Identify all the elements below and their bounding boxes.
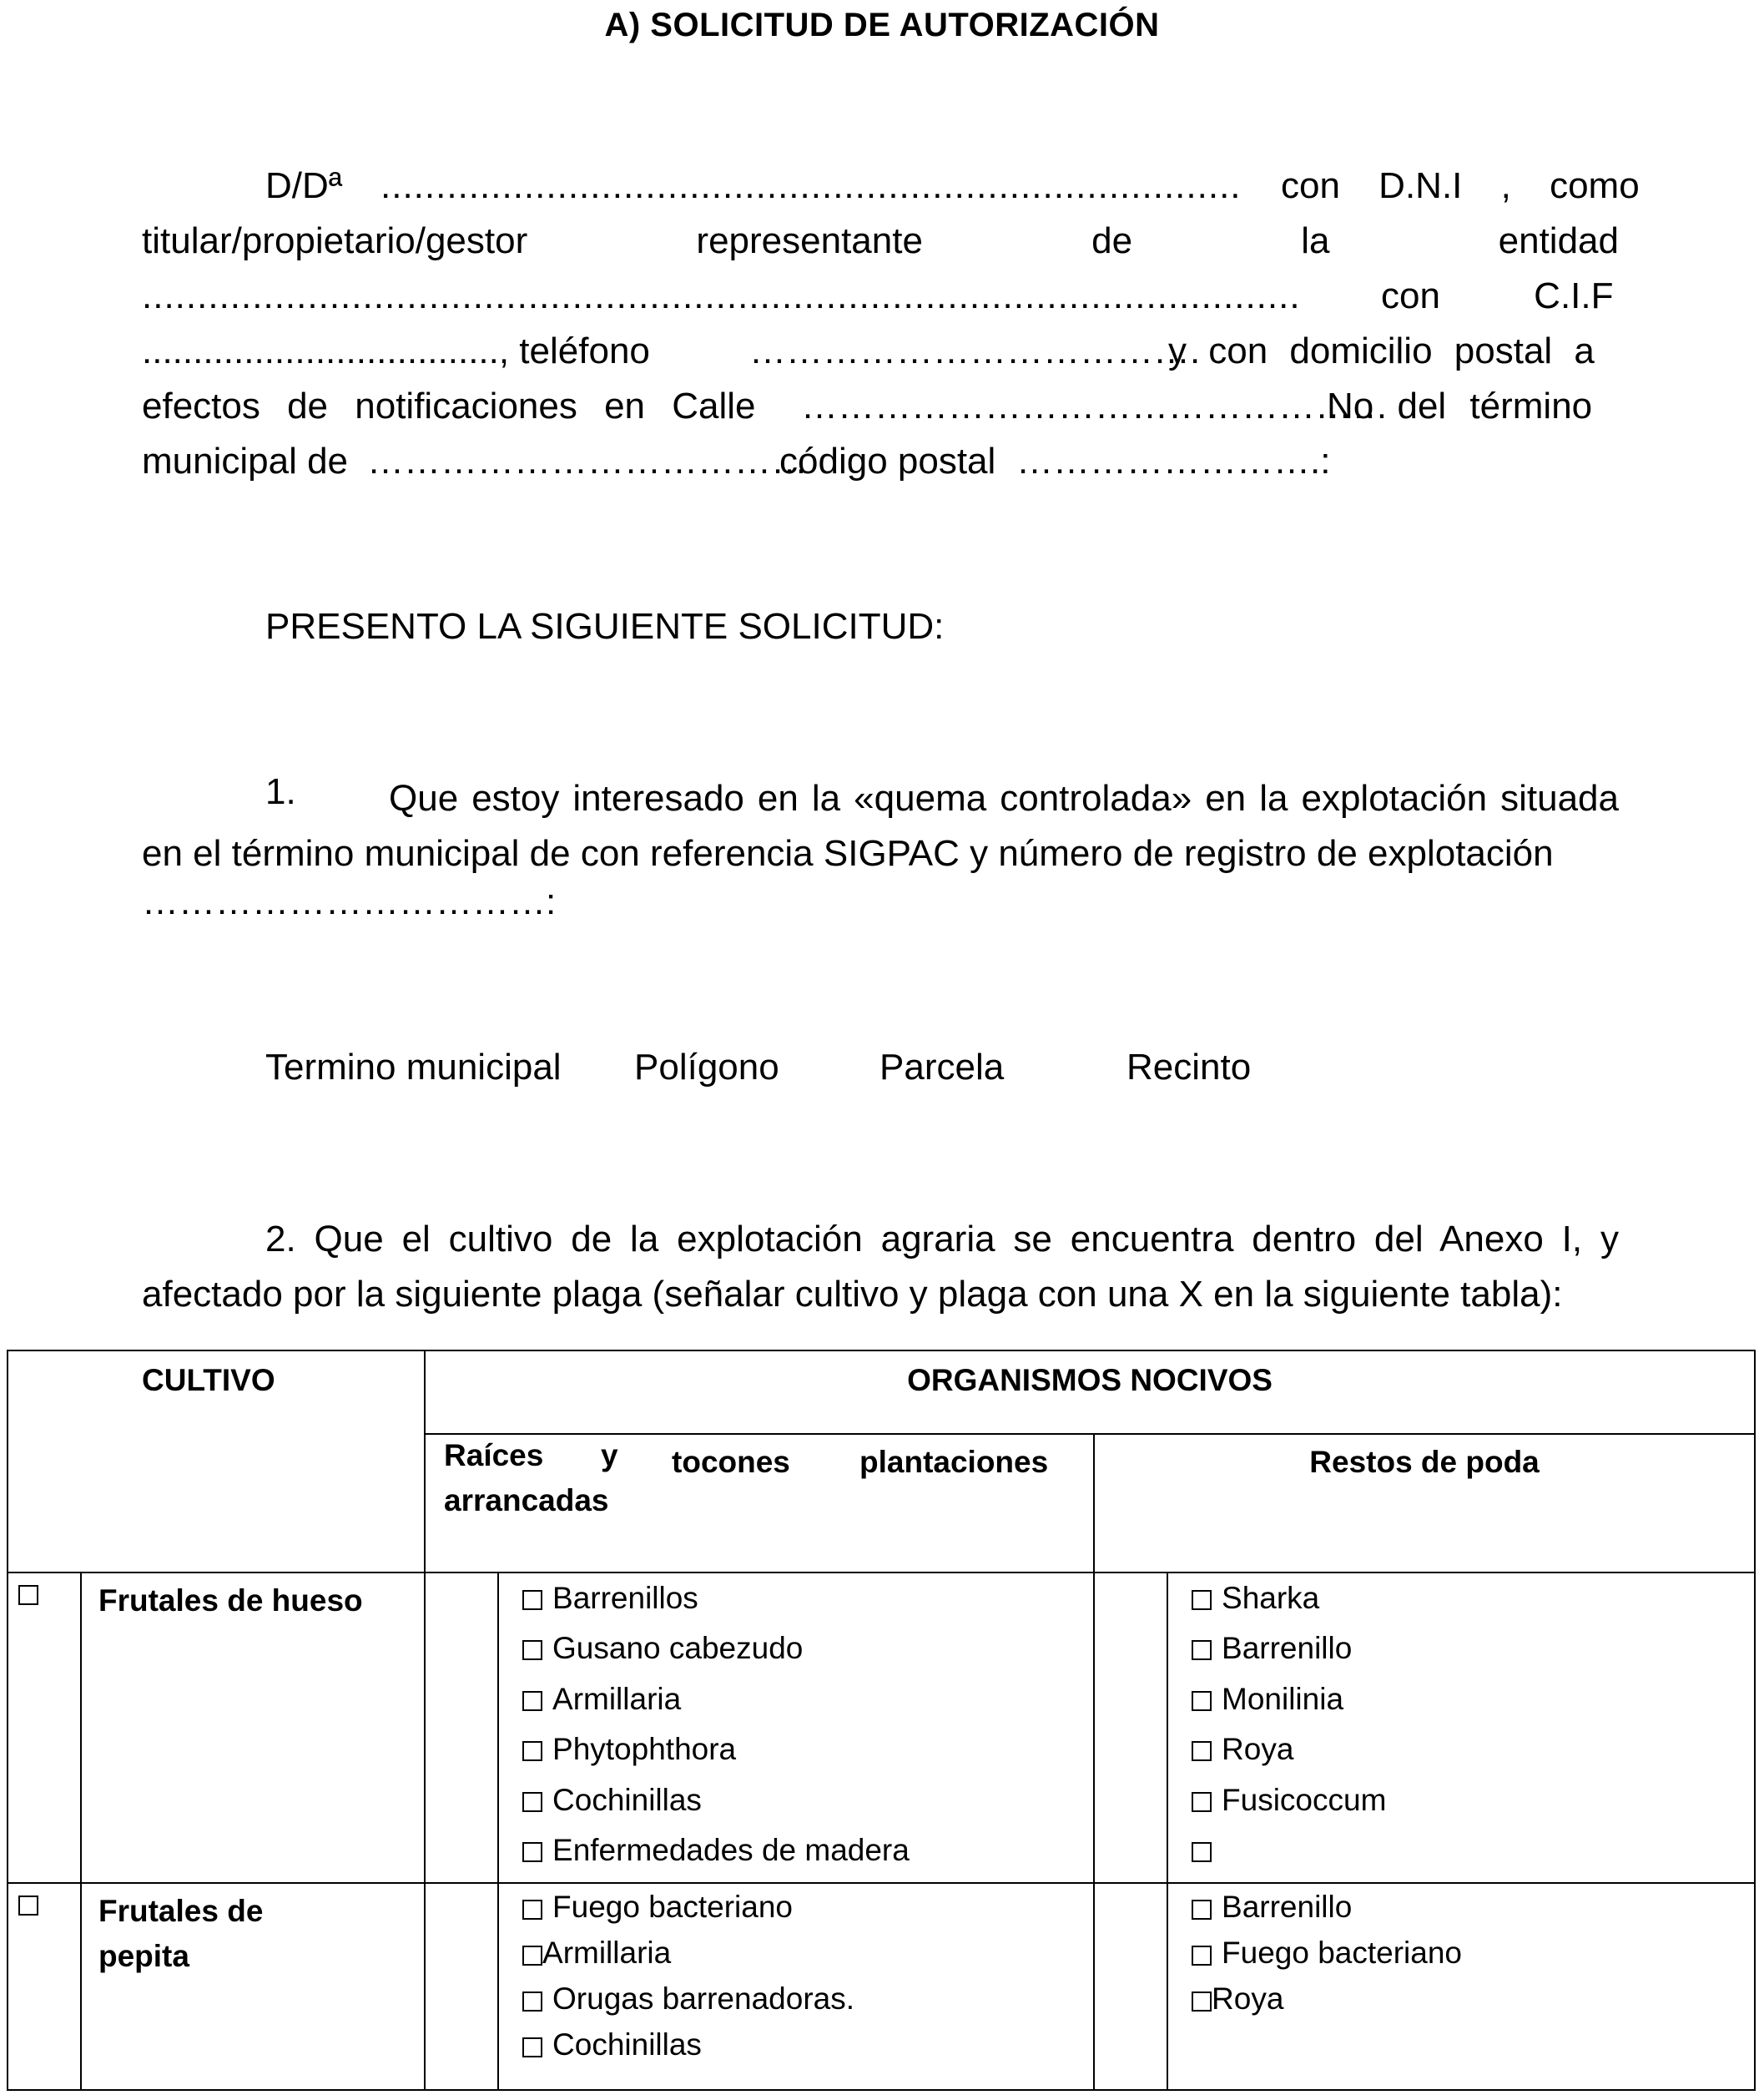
pest-option[interactable] (1192, 1884, 1754, 1930)
crop-checkbox-pepita[interactable] (18, 1896, 38, 1916)
pest-label: Fusicoccum (1222, 1782, 1387, 1817)
spacer-cell (1094, 1883, 1167, 2090)
pest-option[interactable] (522, 1724, 1093, 1775)
checkbox[interactable] (1192, 1900, 1212, 1920)
pest-option[interactable] (1192, 1674, 1754, 1725)
pest-label: Armillaria (542, 1936, 672, 1971)
document-title: A) SOLICITUD DE AUTORIZACIÓN (604, 7, 1160, 43)
intro-calle-text: efectos de notificaciones en Calle (142, 386, 756, 427)
intro-termino-text: No del término (1327, 386, 1593, 427)
cif-blank[interactable]: ..................................., teléfono (142, 331, 650, 371)
spacer-cell (425, 1883, 498, 2090)
checkbox[interactable] (1192, 1741, 1212, 1761)
pest-option[interactable] (522, 1573, 1093, 1624)
label-termino-municipal: Termino municipal (265, 1047, 562, 1088)
postal-code-blank[interactable]: …………………….: (1016, 441, 1331, 482)
checkbox[interactable] (522, 1991, 542, 2012)
pest-option[interactable] (522, 1884, 1093, 1930)
pest-label: Roya (1212, 1981, 1284, 2017)
checkbox[interactable] (522, 1900, 542, 1920)
name-blank[interactable]: .............................................................................. (381, 165, 1242, 206)
subheader-raices-y: y (601, 1438, 618, 1473)
subheader-raices-1: Raíces (444, 1438, 544, 1473)
intro-domicilio-text: y con domicilio postal a (1168, 331, 1595, 371)
checkbox[interactable] (522, 1590, 542, 1610)
spacer-cell (1094, 1572, 1167, 1884)
checkbox[interactable] (1192, 1946, 1212, 1966)
restos-list-cell (1167, 1883, 1755, 2090)
label-parcela: Parcela (879, 1047, 1005, 1088)
label-poligono: Polígono (634, 1047, 779, 1088)
pest-label: Fuego bacteriano (552, 1890, 793, 1925)
raices-list-cell (498, 1572, 1094, 1884)
pest-label: Barrenillo (1222, 1890, 1353, 1925)
pest-option[interactable] (1192, 1623, 1754, 1674)
pest-label: Barrenillo (1222, 1631, 1353, 1666)
checkbox[interactable] (522, 2037, 542, 2057)
pest-label: Barrenillos (552, 1580, 698, 1615)
crop-checkbox-cell (8, 1572, 81, 1884)
pest-label: Phytophthora (552, 1732, 737, 1767)
label-recinto: Recinto (1126, 1047, 1252, 1088)
pest-option[interactable] (1192, 1930, 1754, 1976)
pest-label: Fuego bacteriano (1222, 1936, 1462, 1971)
pest-label: Cochinillas (552, 1782, 702, 1817)
spacer-cell (425, 1572, 498, 1884)
checkbox[interactable] (1192, 1640, 1212, 1660)
checkbox[interactable] (1192, 1842, 1212, 1862)
checkbox[interactable] (522, 1946, 542, 1966)
pest-table (7, 1350, 1756, 2091)
checkbox[interactable] (522, 1741, 542, 1761)
checkbox[interactable] (522, 1691, 542, 1711)
subheader-tocones: tocones (672, 1445, 790, 1480)
crop-name-cell (81, 1883, 425, 2090)
checkbox[interactable] (1192, 1691, 1212, 1711)
pest-label: Orugas barrenadoras. (552, 1981, 854, 2017)
intro-cif-text: con C.I.F (1381, 275, 1614, 316)
pest-option[interactable] (1192, 1724, 1754, 1775)
phone-blank[interactable]: ………………………………. (749, 331, 1201, 371)
pest-option[interactable] (1192, 1976, 1754, 2022)
subheader-raices-cell (425, 1434, 1094, 1572)
header-organismos-cell (425, 1350, 1755, 1434)
request-heading: PRESENTO LA SIGUIENTE SOLICITUD: (265, 606, 945, 647)
crop-checkbox-hueso[interactable] (18, 1585, 38, 1605)
crop-name-hueso: Frutales de hueso (98, 1583, 363, 1618)
pest-label: Monilinia (1222, 1681, 1344, 1716)
header-cultivo: CULTIVO (142, 1363, 275, 1397)
crop-checkbox-cell (8, 1883, 81, 2090)
checkbox[interactable] (522, 1842, 542, 1862)
crop-name-pepita-2: pepita (98, 1939, 189, 1974)
point-2-text: 2. Que el cultivo de la explotación agraria se encuentra dentro del Anexo I, y afectado por la siguiente plaga (señalar cultivo y plaga con una X en la siguiente tabla): (142, 1219, 1619, 1315)
municipality-blank[interactable]: ……………………………… (367, 441, 808, 482)
pest-option[interactable] (522, 1976, 1093, 2022)
point-1-number: 1. (265, 771, 296, 812)
intro-municipal-text: municipal de (142, 441, 349, 482)
pest-option[interactable] (522, 1775, 1093, 1826)
checkbox[interactable] (1192, 1590, 1212, 1610)
pest-option[interactable] (1192, 1775, 1754, 1826)
crop-name-pepita-1: Frutales de (98, 1894, 264, 1929)
pest-option[interactable] (522, 1674, 1093, 1725)
pest-option[interactable] (522, 2022, 1093, 2067)
pest-option[interactable] (1192, 1825, 1754, 1876)
header-cultivo-cell (8, 1350, 425, 1572)
pest-label: Gusano cabezudo (552, 1631, 804, 1666)
restos-list-cell (1167, 1572, 1755, 1884)
pest-label: Enfermedades de madera (552, 1833, 910, 1868)
checkbox[interactable] (1192, 1991, 1212, 2012)
crop-name-cell (81, 1572, 425, 1884)
intro-dni-text: con D.N.I , como (1281, 165, 1640, 206)
raices-list-cell (498, 1883, 1094, 2090)
pest-option[interactable] (1192, 1573, 1754, 1624)
pest-label: Roya (1222, 1732, 1294, 1767)
entity-blank[interactable]: ......................................................................................................... (142, 275, 1301, 316)
pest-option[interactable] (522, 1623, 1093, 1674)
pest-label: Armillaria (552, 1681, 682, 1716)
checkbox[interactable] (1192, 1792, 1212, 1812)
pest-option[interactable] (522, 1930, 1093, 1976)
pest-option[interactable] (522, 1825, 1093, 1876)
sigpac-registry-blank[interactable]: ……………………………: (142, 881, 557, 922)
checkbox[interactable] (522, 1640, 542, 1660)
street-blank[interactable]: ………………………………………… (801, 386, 1389, 427)
checkbox[interactable] (522, 1792, 542, 1812)
subheader-restos-cell (1094, 1434, 1755, 1572)
intro-postal-text: código postal (779, 441, 996, 482)
point-1-text: Que estoy interesado en la «quema controlada» en la explotación situada en el término municipal de con referencia SIGPAC y número de registro de explotación (142, 778, 1619, 874)
pest-label: Sharka (1222, 1580, 1320, 1615)
subheader-plantaciones: plantaciones (859, 1445, 1049, 1480)
pest-label: Cochinillas (552, 2027, 702, 2062)
intro-line-2: titular/propietario/gestor representante de la entidad (142, 220, 1619, 261)
header-organismos: ORGANISMOS NOCIVOS (907, 1363, 1273, 1397)
subheader-raices-2: arrancadas (444, 1483, 609, 1518)
subheader-restos: Restos de poda (1309, 1445, 1540, 1480)
intro-dd-label: D/Dª (265, 165, 343, 206)
